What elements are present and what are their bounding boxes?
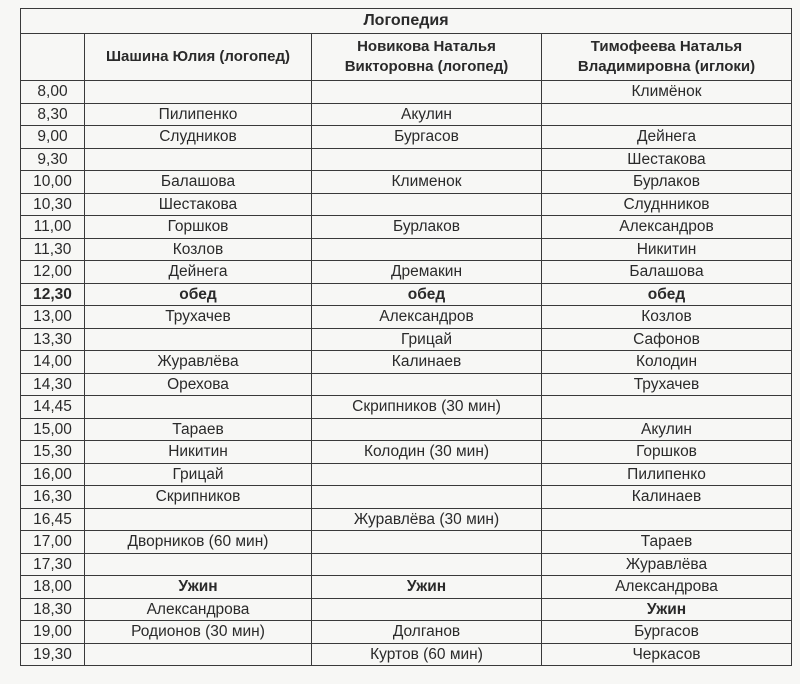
- time-cell: 14,00: [21, 351, 85, 374]
- specialist-1-cell: Козлов: [85, 238, 312, 261]
- specialist-1-cell: Скрипников: [85, 486, 312, 509]
- specialist-1-cell: [85, 643, 312, 666]
- specialist-3-cell: Калинаев: [542, 486, 792, 509]
- specialist-3-cell: обед: [542, 283, 792, 306]
- header-specialist-1: Шашина Юлия (логопед): [85, 34, 312, 81]
- specialist-3-cell: Балашова: [542, 261, 792, 284]
- table-row: [21, 328, 792, 351]
- table-title: Логопедия: [21, 9, 792, 34]
- time-cell: 11,00: [21, 216, 85, 239]
- title-row: [21, 9, 792, 34]
- time-cell: 16,45: [21, 508, 85, 531]
- specialist-2-cell: Грицай: [312, 328, 542, 351]
- specialist-2-cell: Калинаев: [312, 351, 542, 374]
- specialist-3-cell: Шестакова: [542, 148, 792, 171]
- specialist-1-cell: Горшков: [85, 216, 312, 239]
- time-cell: 8,30: [21, 103, 85, 126]
- time-cell: 17,00: [21, 531, 85, 554]
- schedule-sheet: [20, 8, 791, 666]
- specialist-2-cell: Куртов (60 мин): [312, 643, 542, 666]
- specialist-2-cell: [312, 463, 542, 486]
- time-cell: 10,00: [21, 171, 85, 194]
- specialist-1-cell: Родионов (30 мин): [85, 621, 312, 644]
- specialist-1-cell: [85, 148, 312, 171]
- table-row: [21, 373, 792, 396]
- specialist-2-cell: [312, 553, 542, 576]
- specialist-2-cell: обед: [312, 283, 542, 306]
- specialist-1-cell: Орехова: [85, 373, 312, 396]
- specialist-3-cell: Горшков: [542, 441, 792, 464]
- time-cell: 17,30: [21, 553, 85, 576]
- time-cell: 18,30: [21, 598, 85, 621]
- specialist-3-cell: Колодин: [542, 351, 792, 374]
- specialist-3-cell: Козлов: [542, 306, 792, 329]
- specialist-2-cell: Долганов: [312, 621, 542, 644]
- table-row: [21, 238, 792, 261]
- specialist-1-cell: [85, 81, 312, 104]
- schedule-table: [20, 8, 792, 666]
- time-cell: 9,30: [21, 148, 85, 171]
- specialist-2-cell: [312, 238, 542, 261]
- table-row: [21, 81, 792, 104]
- table-row: [21, 441, 792, 464]
- time-cell: 10,30: [21, 193, 85, 216]
- table-row: [21, 621, 792, 644]
- table-row: [21, 463, 792, 486]
- specialist-3-cell: Бурлаков: [542, 171, 792, 194]
- table-row: [21, 261, 792, 284]
- table-row: [21, 283, 792, 306]
- table-row: [21, 126, 792, 149]
- specialist-1-cell: обед: [85, 283, 312, 306]
- specialist-1-cell: [85, 396, 312, 419]
- time-cell: 9,00: [21, 126, 85, 149]
- specialist-1-cell: Слудников: [85, 126, 312, 149]
- specialist-3-cell: Черкасов: [542, 643, 792, 666]
- time-cell: 15,00: [21, 418, 85, 441]
- time-cell: 16,30: [21, 486, 85, 509]
- specialist-3-cell: Ужин: [542, 598, 792, 621]
- header-time: [21, 34, 85, 81]
- specialist-2-cell: Бурлаков: [312, 216, 542, 239]
- table-row: [21, 193, 792, 216]
- specialist-3-cell: Александрова: [542, 576, 792, 599]
- specialist-2-cell: Журавлёва (30 мин): [312, 508, 542, 531]
- specialist-1-cell: Дворников (60 мин): [85, 531, 312, 554]
- header-specialist-3: Тимофеева Наталья Владимировна (иглоки): [542, 34, 792, 81]
- specialist-2-cell: Скрипников (30 мин): [312, 396, 542, 419]
- specialist-1-cell: Никитин: [85, 441, 312, 464]
- time-cell: 13,30: [21, 328, 85, 351]
- table-row: [21, 171, 792, 194]
- specialist-1-cell: [85, 328, 312, 351]
- specialist-3-cell: Слуднников: [542, 193, 792, 216]
- specialist-3-cell: Трухачев: [542, 373, 792, 396]
- specialist-2-cell: [312, 148, 542, 171]
- specialist-1-cell: [85, 508, 312, 531]
- specialist-3-cell: [542, 103, 792, 126]
- specialist-1-cell: Трухачев: [85, 306, 312, 329]
- time-cell: 14,30: [21, 373, 85, 396]
- table-row: [21, 531, 792, 554]
- specialist-1-cell: [85, 553, 312, 576]
- specialist-2-cell: Александров: [312, 306, 542, 329]
- table-row: [21, 486, 792, 509]
- specialist-1-cell: Журавлёва: [85, 351, 312, 374]
- table-row: [21, 351, 792, 374]
- specialist-2-cell: [312, 531, 542, 554]
- time-cell: 15,30: [21, 441, 85, 464]
- time-cell: 8,00: [21, 81, 85, 104]
- table-row: [21, 103, 792, 126]
- table-row: [21, 598, 792, 621]
- table-row: [21, 148, 792, 171]
- time-cell: 14,45: [21, 396, 85, 419]
- specialist-2-cell: Клименок: [312, 171, 542, 194]
- specialist-1-cell: Шестакова: [85, 193, 312, 216]
- header-row: [21, 34, 792, 81]
- specialist-3-cell: Журавлёва: [542, 553, 792, 576]
- specialist-2-cell: [312, 193, 542, 216]
- specialist-1-cell: Грицай: [85, 463, 312, 486]
- table-row: [21, 306, 792, 329]
- time-cell: 12,00: [21, 261, 85, 284]
- specialist-3-cell: Бургасов: [542, 621, 792, 644]
- specialist-1-cell: Ужин: [85, 576, 312, 599]
- specialist-2-cell: [312, 486, 542, 509]
- specialist-3-cell: Никитин: [542, 238, 792, 261]
- specialist-2-cell: Дремакин: [312, 261, 542, 284]
- time-cell: 13,00: [21, 306, 85, 329]
- table-row: [21, 396, 792, 419]
- specialist-3-cell: [542, 396, 792, 419]
- specialist-3-cell: Климёнок: [542, 81, 792, 104]
- specialist-3-cell: Дейнега: [542, 126, 792, 149]
- time-cell: 19,30: [21, 643, 85, 666]
- specialist-3-cell: Сафонов: [542, 328, 792, 351]
- specialist-2-cell: Акулин: [312, 103, 542, 126]
- time-cell: 11,30: [21, 238, 85, 261]
- specialist-2-cell: [312, 81, 542, 104]
- specialist-3-cell: Акулин: [542, 418, 792, 441]
- specialist-1-cell: Тараев: [85, 418, 312, 441]
- time-cell: 19,00: [21, 621, 85, 644]
- specialist-3-cell: Александров: [542, 216, 792, 239]
- specialist-3-cell: Пилипенко: [542, 463, 792, 486]
- table-row: [21, 553, 792, 576]
- specialist-3-cell: Тараев: [542, 531, 792, 554]
- table-row: [21, 216, 792, 239]
- specialist-2-cell: [312, 598, 542, 621]
- specialist-2-cell: Бургасов: [312, 126, 542, 149]
- specialist-2-cell: [312, 373, 542, 396]
- table-row: [21, 576, 792, 599]
- specialist-1-cell: Балашова: [85, 171, 312, 194]
- specialist-1-cell: Александрова: [85, 598, 312, 621]
- specialist-3-cell: [542, 508, 792, 531]
- table-row: [21, 418, 792, 441]
- time-cell: 16,00: [21, 463, 85, 486]
- specialist-2-cell: [312, 418, 542, 441]
- table-row: [21, 643, 792, 666]
- header-specialist-2: Новикова Наталья Викторовна (логопед): [312, 34, 542, 81]
- specialist-1-cell: Пилипенко: [85, 103, 312, 126]
- table-row: [21, 508, 792, 531]
- time-cell: 18,00: [21, 576, 85, 599]
- specialist-1-cell: Дейнега: [85, 261, 312, 284]
- specialist-2-cell: Ужин: [312, 576, 542, 599]
- specialist-2-cell: Колодин (30 мин): [312, 441, 542, 464]
- time-cell: 12,30: [21, 283, 85, 306]
